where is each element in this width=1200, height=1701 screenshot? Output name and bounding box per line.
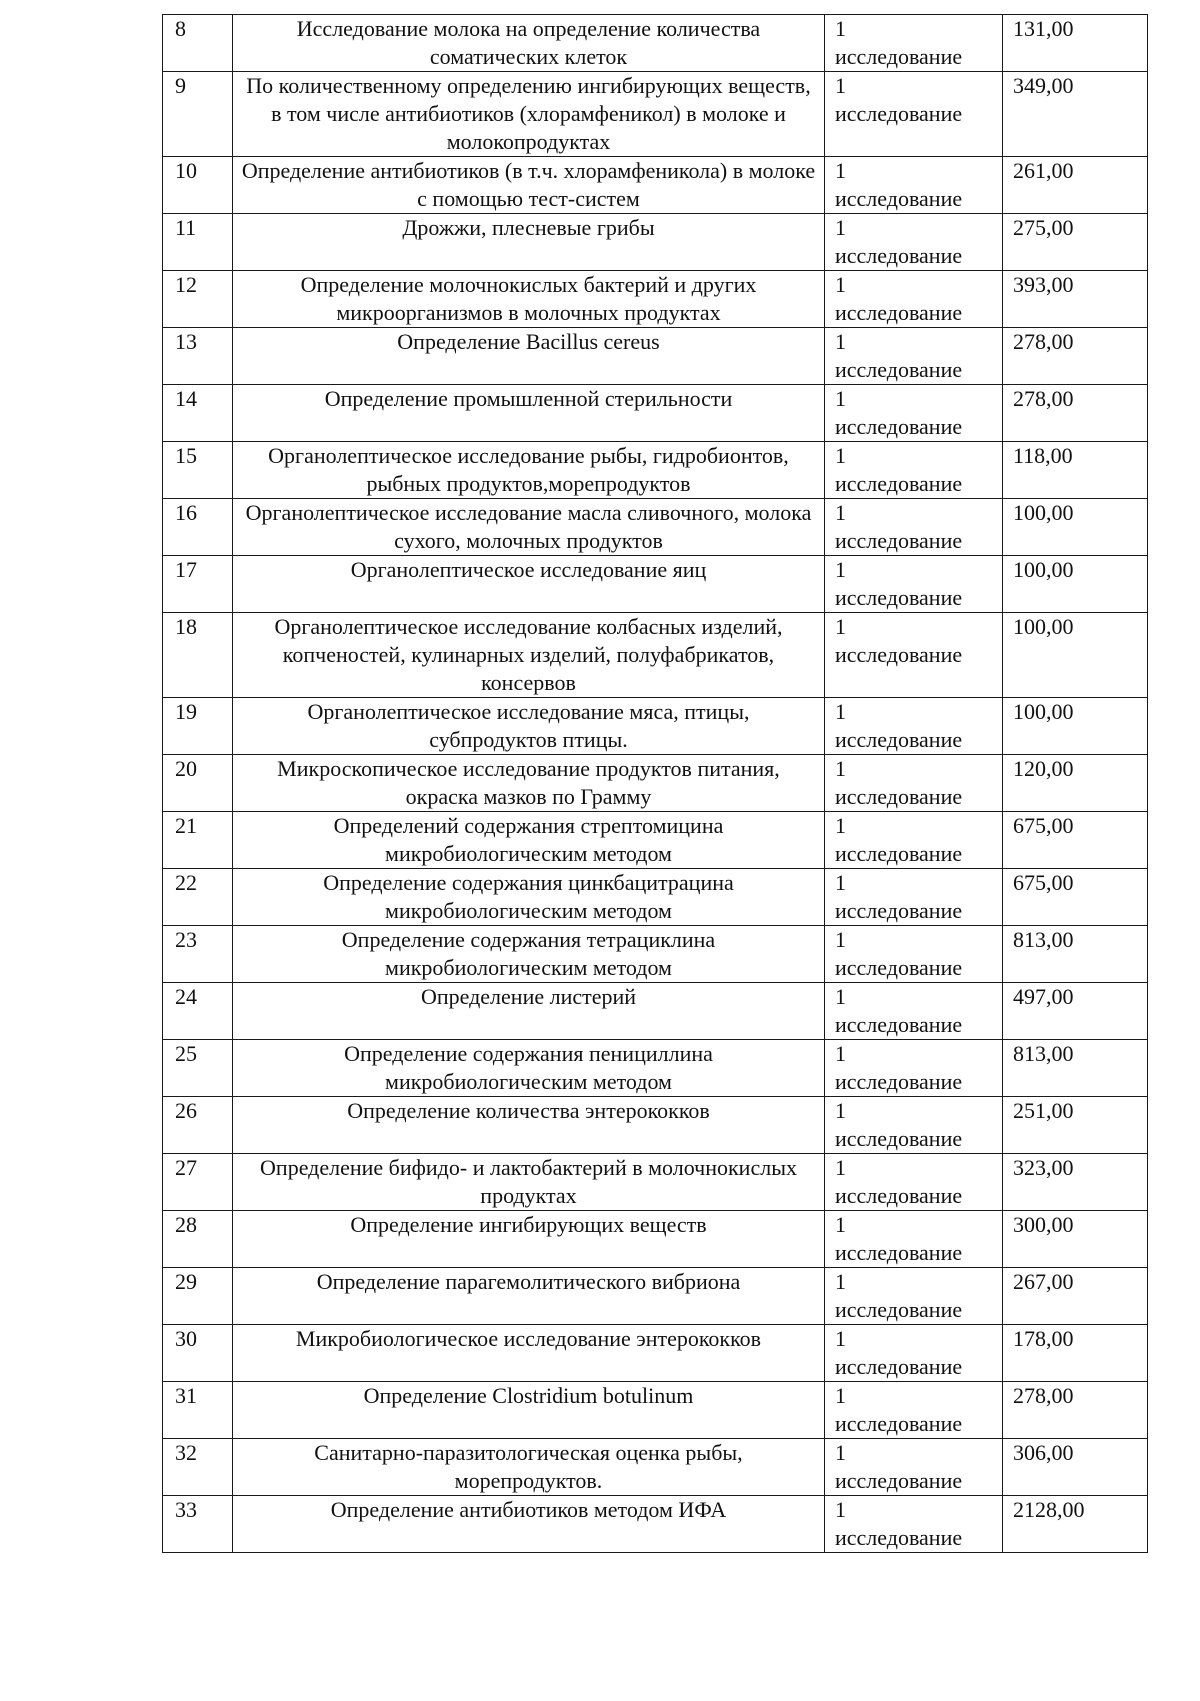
row-number-cell: 9: [163, 72, 233, 157]
row-number-cell: 32: [163, 1439, 233, 1496]
row-number-cell: 10: [163, 157, 233, 214]
table-row: [163, 1325, 1148, 1382]
price-cell: 675,00: [1003, 812, 1148, 869]
unit-quantity: 1: [835, 158, 846, 183]
unit-cell: [825, 214, 1003, 271]
unit-name: исследование: [835, 727, 963, 752]
price-cell: 100,00: [1003, 556, 1148, 613]
unit-quantity: 1: [835, 1098, 846, 1123]
unit-name: исследование: [835, 186, 963, 211]
service-name-cell: По количественному определению ингибирующих веществ, в том числе антибиотиков (хлорамфеникол) в молоке и молокопродуктах: [233, 72, 825, 157]
unit-cell: [825, 15, 1003, 72]
price-cell: 2128,00: [1003, 1496, 1148, 1553]
price-cell: 100,00: [1003, 698, 1148, 755]
unit-cell: [825, 157, 1003, 214]
unit-cell: [825, 1154, 1003, 1211]
row-number-cell: 28: [163, 1211, 233, 1268]
unit-quantity: 1: [835, 614, 846, 639]
price-list-body: [163, 15, 1148, 1553]
price-cell: 300,00: [1003, 1211, 1148, 1268]
service-name-cell: Определение бифидо- и лактобактерий в молочнокислых продуктах: [233, 1154, 825, 1211]
unit-cell: [825, 1439, 1003, 1496]
table-row: [163, 1268, 1148, 1325]
unit-quantity: 1: [835, 557, 846, 582]
price-cell: 497,00: [1003, 983, 1148, 1040]
table-row: [163, 812, 1148, 869]
price-cell: 675,00: [1003, 869, 1148, 926]
unit-quantity: 1: [835, 73, 846, 98]
unit-cell: [825, 1097, 1003, 1154]
table-row: [163, 1154, 1148, 1211]
unit-name: исследование: [835, 1297, 963, 1322]
service-name-cell: Определение листерий: [233, 983, 825, 1040]
price-cell: 278,00: [1003, 1382, 1148, 1439]
row-number-cell: 24: [163, 983, 233, 1040]
unit-quantity: 1: [835, 1497, 846, 1522]
unit-cell: [825, 926, 1003, 983]
table-row: [163, 698, 1148, 755]
unit-name: исследование: [835, 1468, 963, 1493]
unit-quantity: 1: [835, 1269, 846, 1294]
table-row: [163, 499, 1148, 556]
unit-quantity: 1: [835, 329, 846, 354]
price-cell: 393,00: [1003, 271, 1148, 328]
unit-cell: [825, 698, 1003, 755]
service-name-cell: Определение молочнокислых бактерий и других микроорганизмов в молочных продуктах: [233, 271, 825, 328]
unit-name: исследование: [835, 1012, 963, 1037]
service-name-cell: Определение содержания тетрациклина микробиологическим методом: [233, 926, 825, 983]
unit-quantity: 1: [835, 699, 846, 724]
unit-name: исследование: [835, 1183, 963, 1208]
price-cell: 261,00: [1003, 157, 1148, 214]
table-row: [163, 556, 1148, 613]
service-name-cell: Органолептическое исследование мяса, птицы, субпродуктов птицы.: [233, 698, 825, 755]
price-cell: 100,00: [1003, 613, 1148, 698]
unit-name: исследование: [835, 300, 963, 325]
table-row: [163, 328, 1148, 385]
price-cell: 813,00: [1003, 926, 1148, 983]
row-number-cell: 25: [163, 1040, 233, 1097]
unit-cell: [825, 869, 1003, 926]
unit-name: исследование: [835, 1354, 963, 1379]
service-name-cell: Определение количества энтерококков: [233, 1097, 825, 1154]
unit-name: исследование: [835, 44, 963, 69]
unit-quantity: 1: [835, 1326, 846, 1351]
unit-cell: [825, 442, 1003, 499]
row-number-cell: 31: [163, 1382, 233, 1439]
unit-cell: [825, 1211, 1003, 1268]
row-number-cell: 33: [163, 1496, 233, 1553]
unit-name: исследование: [835, 1240, 963, 1265]
unit-cell: [825, 812, 1003, 869]
service-name-cell: Определение антибиотиков методом ИФА: [233, 1496, 825, 1553]
unit-name: исследование: [835, 1069, 963, 1094]
unit-name: исследование: [835, 471, 963, 496]
unit-name: исследование: [835, 357, 963, 382]
unit-name: исследование: [835, 101, 963, 126]
table-row: [163, 1496, 1148, 1553]
unit-quantity: 1: [835, 16, 846, 41]
unit-cell: [825, 1496, 1003, 1553]
service-name-cell: Определение содержания пенициллина микробиологическим методом: [233, 1040, 825, 1097]
unit-cell: [825, 271, 1003, 328]
unit-cell: [825, 755, 1003, 812]
row-number-cell: 26: [163, 1097, 233, 1154]
row-number-cell: 11: [163, 214, 233, 271]
service-name-cell: Органолептическое исследование масла сливочного, молока сухого, молочных продуктов: [233, 499, 825, 556]
unit-cell: [825, 1382, 1003, 1439]
service-name-cell: Органолептическое исследование колбасных изделий, копченостей, кулинарных изделий, полуфабрикатов, консервов: [233, 613, 825, 698]
service-name-cell: Органолептическое исследование яиц: [233, 556, 825, 613]
price-list-table: [162, 14, 1148, 1553]
unit-name: исследование: [835, 585, 963, 610]
table-row: [163, 1382, 1148, 1439]
price-cell: 813,00: [1003, 1040, 1148, 1097]
price-cell: 100,00: [1003, 499, 1148, 556]
unit-quantity: 1: [835, 1155, 846, 1180]
table-row: [163, 385, 1148, 442]
price-cell: 306,00: [1003, 1439, 1148, 1496]
unit-quantity: 1: [835, 756, 846, 781]
table-row: [163, 1211, 1148, 1268]
service-name-cell: Определение содержания цинкбацитрацина микробиологическим методом: [233, 869, 825, 926]
row-number-cell: 8: [163, 15, 233, 72]
table-row: [163, 15, 1148, 72]
unit-quantity: 1: [835, 984, 846, 1009]
table-row: [163, 613, 1148, 698]
price-cell: 278,00: [1003, 328, 1148, 385]
table-row: [163, 1439, 1148, 1496]
price-cell: 267,00: [1003, 1268, 1148, 1325]
unit-cell: [825, 983, 1003, 1040]
price-cell: 120,00: [1003, 755, 1148, 812]
service-name-cell: Определение промышленной стерильности: [233, 385, 825, 442]
row-number-cell: 13: [163, 328, 233, 385]
table-row: [163, 157, 1148, 214]
unit-name: исследование: [835, 243, 963, 268]
unit-name: исследование: [835, 955, 963, 980]
row-number-cell: 23: [163, 926, 233, 983]
service-name-cell: Органолептическое исследование рыбы, гидробионтов, рыбных продуктов,морепродуктов: [233, 442, 825, 499]
service-name-cell: Санитарно-паразитологическая оценка рыбы, морепродуктов.: [233, 1439, 825, 1496]
service-name-cell: Определение парагемолитического вибриона: [233, 1268, 825, 1325]
unit-name: исследование: [835, 642, 963, 667]
unit-name: исследование: [835, 528, 963, 553]
unit-quantity: 1: [835, 870, 846, 895]
table-row: [163, 214, 1148, 271]
row-number-cell: 15: [163, 442, 233, 499]
unit-quantity: 1: [835, 1212, 846, 1237]
table-row: [163, 869, 1148, 926]
table-row: [163, 755, 1148, 812]
price-cell: 275,00: [1003, 214, 1148, 271]
table-row: [163, 926, 1148, 983]
row-number-cell: 19: [163, 698, 233, 755]
price-cell: 131,00: [1003, 15, 1148, 72]
unit-cell: [825, 556, 1003, 613]
price-cell: 323,00: [1003, 1154, 1148, 1211]
unit-quantity: 1: [835, 927, 846, 952]
price-cell: 251,00: [1003, 1097, 1148, 1154]
service-name-cell: Определение ингибирующих веществ: [233, 1211, 825, 1268]
row-number-cell: 30: [163, 1325, 233, 1382]
service-name-cell: Определений содержания стрептомицина микробиологическим методом: [233, 812, 825, 869]
unit-cell: [825, 1040, 1003, 1097]
unit-cell: [825, 1268, 1003, 1325]
unit-cell: [825, 613, 1003, 698]
row-number-cell: 27: [163, 1154, 233, 1211]
service-name-cell: Исследование молока на определение количества соматических клеток: [233, 15, 825, 72]
unit-name: исследование: [835, 784, 963, 809]
service-name-cell: Определение Clostridium botulinum: [233, 1382, 825, 1439]
table-row: [163, 983, 1148, 1040]
service-name-cell: Определение Bacillus cereus: [233, 328, 825, 385]
service-name-cell: Дрожжи, плесневые грибы: [233, 214, 825, 271]
price-cell: 278,00: [1003, 385, 1148, 442]
unit-cell: [825, 1325, 1003, 1382]
row-number-cell: 22: [163, 869, 233, 926]
service-name-cell: Определение антибиотиков (в т.ч. хлорамфеникола) в молоке с помощью тест-систем: [233, 157, 825, 214]
unit-quantity: 1: [835, 813, 846, 838]
table-row: [163, 271, 1148, 328]
unit-quantity: 1: [835, 1041, 846, 1066]
table-row: [163, 72, 1148, 157]
unit-name: исследование: [835, 841, 963, 866]
row-number-cell: 14: [163, 385, 233, 442]
unit-name: исследование: [835, 1126, 963, 1151]
unit-name: исследование: [835, 414, 963, 439]
unit-quantity: 1: [835, 1383, 846, 1408]
unit-quantity: 1: [835, 272, 846, 297]
price-cell: 349,00: [1003, 72, 1148, 157]
unit-name: исследование: [835, 1411, 963, 1436]
unit-name: исследование: [835, 1525, 963, 1550]
price-cell: 118,00: [1003, 442, 1148, 499]
table-row: [163, 1040, 1148, 1097]
row-number-cell: 18: [163, 613, 233, 698]
unit-quantity: 1: [835, 386, 846, 411]
unit-cell: [825, 385, 1003, 442]
row-number-cell: 20: [163, 755, 233, 812]
unit-quantity: 1: [835, 1440, 846, 1465]
table-row: [163, 1097, 1148, 1154]
unit-cell: [825, 328, 1003, 385]
service-name-cell: Микроскопическое исследование продуктов питания, окраска мазков по Грамму: [233, 755, 825, 812]
row-number-cell: 29: [163, 1268, 233, 1325]
row-number-cell: 17: [163, 556, 233, 613]
row-number-cell: 12: [163, 271, 233, 328]
unit-name: исследование: [835, 898, 963, 923]
row-number-cell: 21: [163, 812, 233, 869]
unit-cell: [825, 499, 1003, 556]
price-cell: 178,00: [1003, 1325, 1148, 1382]
row-number-cell: 16: [163, 499, 233, 556]
table-row: [163, 442, 1148, 499]
unit-cell: [825, 72, 1003, 157]
unit-quantity: 1: [835, 443, 846, 468]
unit-quantity: 1: [835, 500, 846, 525]
unit-quantity: 1: [835, 215, 846, 240]
service-name-cell: Микробиологическое исследование энтерококков: [233, 1325, 825, 1382]
